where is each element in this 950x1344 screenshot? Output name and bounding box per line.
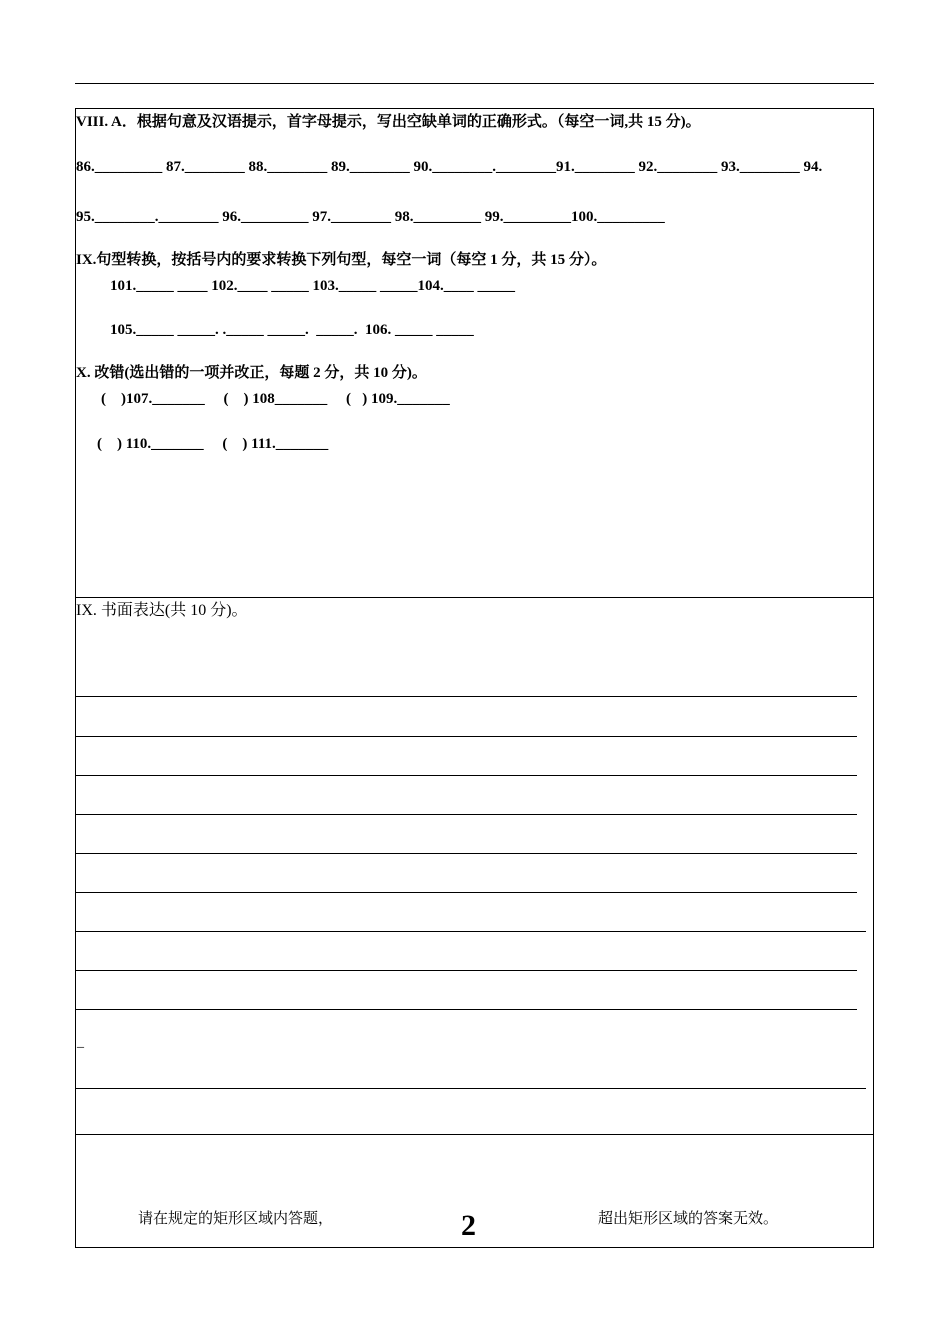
footer-box xyxy=(75,1134,874,1248)
answer-box-grammar xyxy=(75,108,874,598)
page-number: 2 xyxy=(461,1209,476,1242)
writing-line[interactable] xyxy=(76,892,857,893)
writing-line[interactable] xyxy=(76,1009,857,1010)
stray-mark: _ xyxy=(77,1035,84,1050)
writing-line[interactable] xyxy=(76,696,857,697)
writing-line[interactable] xyxy=(76,736,857,737)
answer-box-writing xyxy=(75,596,874,1135)
section-8-answers-row-1[interactable]: 86._________ 87.________ 88.________ 89.________ 90.________.________91.________ 92.________ 93.________ 94. xyxy=(76,159,823,175)
writing-line[interactable] xyxy=(76,775,857,776)
footer-note-left: 请在规定的矩形区域内答题， xyxy=(138,1211,334,1227)
section-10-answers-row-2[interactable]: ( ) 110._______ ( ) 111._______ xyxy=(97,436,329,452)
writing-line[interactable] xyxy=(76,970,857,971)
section-9-answers-row-2[interactable]: 105._____ _____. ._____ _____. _____. 106. _____ _____ xyxy=(110,322,474,338)
section-10-heading: X. 改错(选出错的一项并改正，每题 2 分，共 10 分)。 xyxy=(76,365,427,381)
section-10-answers-row-1[interactable]: ( )107._______ ( ) 108_______ ( ) 109._______ xyxy=(101,391,450,407)
section-9-heading: IX.句型转换，按括号内的要求转换下列句型，每空一词（每空 1 分，共 15 分）。 xyxy=(76,252,607,268)
section-8-heading: VIII. A．根据句意及汉语提示，首字母提示，写出空缺单词的正确形式。（每空一词,共 15 分)。 xyxy=(76,114,701,130)
section-9-answers-row-1[interactable]: 101._____ ____ 102.____ _____ 103._____ _____104.____ _____ xyxy=(110,278,515,294)
writing-line[interactable] xyxy=(76,853,857,854)
writing-line[interactable] xyxy=(76,814,857,815)
writing-line[interactable] xyxy=(76,1088,866,1089)
writing-heading: IX. 书面表达(共 10 分)。 xyxy=(76,602,248,619)
writing-line[interactable] xyxy=(76,931,866,932)
header-rule xyxy=(75,83,874,84)
footer-note-right: 超出矩形区域的答案无效。 xyxy=(598,1211,779,1227)
section-8-answers-row-2[interactable]: 95.________.________ 96._________ 97.________ 98._________ 99._________100._________ xyxy=(76,209,665,225)
